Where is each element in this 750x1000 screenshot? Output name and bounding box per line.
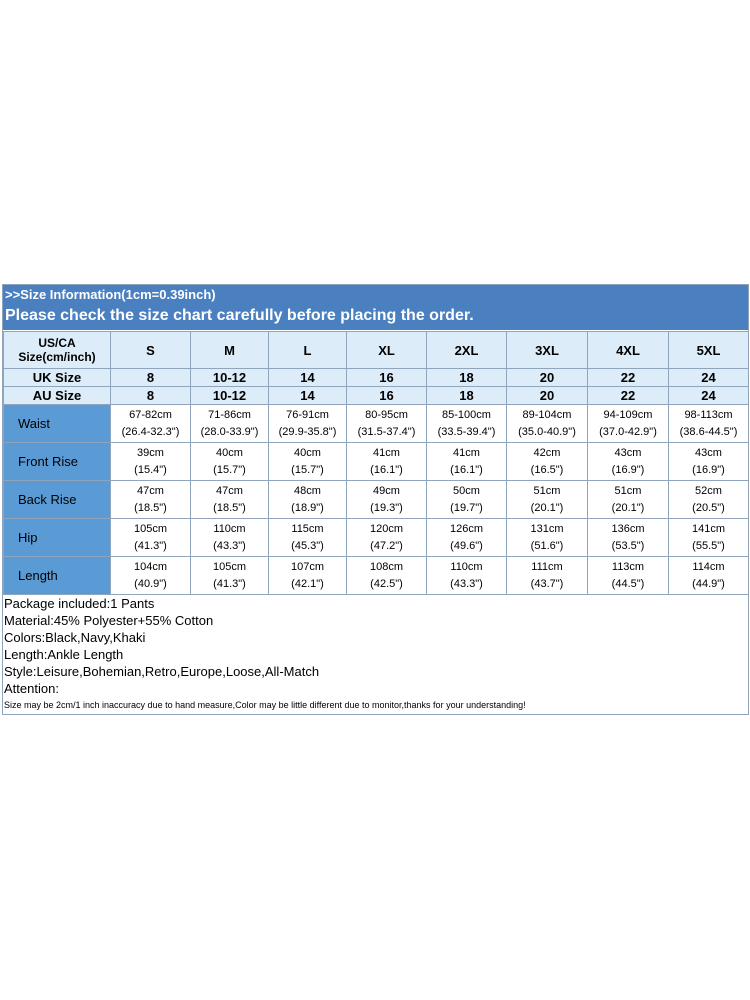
measurement-cell — [427, 443, 507, 481]
measurement-row — [4, 557, 749, 595]
measurement-cm: 42cm — [533, 446, 561, 459]
uk-size-cell: 14 — [269, 369, 347, 387]
measurement-cm: 48cm — [294, 484, 321, 497]
measurement-inch: (42.1") — [291, 577, 324, 590]
uk-size-cell: 16 — [347, 369, 427, 387]
size-header-cell: M — [191, 332, 269, 369]
measurement-row — [4, 405, 749, 443]
measurement-cell — [669, 557, 749, 595]
measurement-cm: 108cm — [369, 560, 404, 573]
measurement-inch: (20.1") — [530, 501, 564, 514]
measurement-cm: 105cm — [212, 560, 247, 573]
measurement-cell — [588, 481, 669, 519]
measurement-cell — [269, 405, 347, 443]
au-size-cell: 16 — [347, 387, 427, 405]
measurement-label: Hip — [4, 519, 111, 557]
size-header-cell: 5XL — [669, 332, 749, 369]
measurement-cell — [269, 481, 347, 519]
size-table — [3, 331, 749, 595]
measurement-cell — [191, 519, 269, 557]
size-header-label-line1: US/CA — [38, 336, 76, 350]
size-header-cell: 4XL — [588, 332, 669, 369]
measurement-cm: 51cm — [533, 484, 561, 497]
note-line: Length:Ankle Length — [4, 647, 124, 662]
uk-size-cell: 24 — [669, 369, 749, 387]
measurement-cell — [669, 519, 749, 557]
measurement-cell — [111, 405, 191, 443]
measurement-cell — [347, 557, 427, 595]
measurement-cm: 47cm — [137, 484, 164, 497]
measurement-inch: (19.3") — [370, 501, 403, 514]
measurement-inch: (16.9") — [611, 463, 645, 476]
measurement-cell — [507, 557, 588, 595]
measurement-inch: (33.5-39.4") — [437, 425, 496, 438]
measurement-cell — [191, 557, 269, 595]
measurement-inch: (49.6") — [450, 539, 483, 552]
measurement-cm: 94-109cm — [603, 408, 653, 421]
size-header-label — [4, 332, 111, 369]
note-line: Attention: — [4, 681, 59, 696]
measurement-inch: (31.5-37.4") — [357, 425, 416, 438]
measurement-cell — [588, 557, 669, 595]
measurement-label: Length — [4, 557, 111, 595]
measurement-inch: (15.7") — [213, 463, 246, 476]
measurement-cell — [507, 443, 588, 481]
measurement-cell — [111, 481, 191, 519]
measurement-inch: (16.1") — [450, 463, 483, 476]
note-line: Style:Leisure,Bohemian,Retro,Europe,Loose,All-Match — [4, 664, 320, 679]
measurement-cm: 89-104cm — [522, 408, 572, 421]
measurement-inch: (41.3") — [213, 577, 246, 590]
measurement-inch: (19.7") — [450, 501, 483, 514]
measurement-inch: (20.5") — [692, 501, 725, 514]
note-line: Size may be 2cm/1 inch inaccuracy due to hand measure,Color may be little different due to monitor,thanks for your understanding! — [4, 700, 526, 710]
measurement-inch: (41.3") — [134, 539, 167, 552]
measurement-inch: (28.0-33.9") — [200, 425, 259, 438]
measurement-cm: 41cm — [453, 446, 480, 459]
measurement-cm: 51cm — [614, 484, 642, 497]
uk-size-cell: 22 — [588, 369, 669, 387]
measurement-cm: 107cm — [290, 560, 325, 573]
au-size-cell: 18 — [427, 387, 507, 405]
au-size-label: AU Size — [4, 387, 111, 405]
measurement-inch: (18.5") — [134, 501, 167, 514]
measurement-inch: (20.1") — [611, 501, 645, 514]
measurement-inch: (53.5") — [611, 539, 645, 552]
measurement-cell — [111, 557, 191, 595]
au-size-cell: 22 — [588, 387, 669, 405]
measurement-cm: 131cm — [530, 522, 564, 535]
measurement-cm: 76-91cm — [286, 408, 329, 421]
measurement-cell — [669, 405, 749, 443]
measurement-inch: (45.3") — [291, 539, 324, 552]
note-line: Colors:Black,Navy,Khaki — [4, 630, 146, 645]
au-size-cell: 14 — [269, 387, 347, 405]
measurement-cell — [588, 519, 669, 557]
measurement-inch: (51.6") — [530, 539, 564, 552]
measurement-inch: (16.1") — [370, 463, 403, 476]
measurement-cm: 50cm — [453, 484, 480, 497]
measurement-inch: (43.3") — [213, 539, 246, 552]
measurement-cm: 47cm — [216, 484, 243, 497]
measurement-cell — [507, 405, 588, 443]
uk-size-cell: 10-12 — [191, 369, 269, 387]
measurement-row — [4, 443, 749, 481]
measurement-label: Front Rise — [4, 443, 111, 481]
measurement-inch: (38.6-44.5") — [679, 425, 738, 438]
measurement-cm: 40cm — [294, 446, 321, 459]
uk-size-cell: 18 — [427, 369, 507, 387]
measurement-cm: 67-82cm — [129, 408, 172, 421]
measurement-cell — [507, 519, 588, 557]
measurement-row — [4, 519, 749, 557]
measurement-cm: 49cm — [373, 484, 400, 497]
au-size-row — [4, 387, 749, 405]
measurement-cell — [347, 481, 427, 519]
measurement-cell — [669, 443, 749, 481]
size-header-cell: XL — [347, 332, 427, 369]
uk-size-cell: 8 — [111, 369, 191, 387]
size-header-cell: S — [111, 332, 191, 369]
measurement-cm: 85-100cm — [442, 408, 491, 421]
measurement-inch: (43.7") — [530, 577, 564, 590]
measurement-cell — [427, 481, 507, 519]
measurement-cell — [669, 481, 749, 519]
measurement-cm: 43cm — [695, 446, 722, 459]
measurement-inch: (16.9") — [692, 463, 725, 476]
size-table-body — [4, 332, 749, 595]
measurement-cell — [588, 405, 669, 443]
measurement-inch: (40.9") — [134, 577, 167, 590]
measurement-cell — [427, 519, 507, 557]
measurement-cell — [191, 481, 269, 519]
size-info-title: >>Size Information(1cm=0.39inch) — [3, 285, 748, 304]
measurement-cell — [269, 519, 347, 557]
measurement-row — [4, 481, 749, 519]
au-size-cell: 8 — [111, 387, 191, 405]
measurement-cm: 104cm — [133, 560, 168, 573]
measurement-cm: 115cm — [291, 522, 324, 535]
measurement-cm: 80-95cm — [365, 408, 408, 421]
measurement-cell — [347, 405, 427, 443]
au-size-cell: 24 — [669, 387, 749, 405]
note-line: Material:45% Polyester+55% Cotton — [4, 613, 214, 628]
au-size-cell: 10-12 — [191, 387, 269, 405]
measurement-cell — [347, 443, 427, 481]
measurement-cell — [427, 557, 507, 595]
size-header-cell: 3XL — [507, 332, 588, 369]
measurement-inch: (42.5") — [370, 577, 403, 590]
measurement-cm: 39cm — [137, 446, 164, 459]
measurement-cm: 113cm — [611, 560, 645, 573]
measurement-inch: (47.2") — [370, 539, 403, 552]
measurement-label: Back Rise — [4, 481, 111, 519]
measurement-inch: (15.7") — [291, 463, 324, 476]
measurement-cm: 41cm — [373, 446, 400, 459]
measurement-cell — [347, 519, 427, 557]
measurement-cell — [111, 443, 191, 481]
measurement-inch: (15.4") — [134, 463, 167, 476]
measurement-cell — [111, 519, 191, 557]
au-size-cell: 20 — [507, 387, 588, 405]
measurement-cell — [507, 481, 588, 519]
size-header-label-line2: Size(cm/inch) — [18, 350, 96, 364]
measurement-cell — [269, 443, 347, 481]
measurement-inch: (44.5") — [611, 577, 645, 590]
measurement-cell — [191, 443, 269, 481]
measurement-inch: (37.0-42.9") — [599, 425, 657, 438]
measurement-cm: 43cm — [614, 446, 642, 459]
measurement-cm: 111cm — [531, 560, 563, 573]
measurement-cm: 40cm — [216, 446, 243, 459]
size-header-cell: L — [269, 332, 347, 369]
measurement-cm: 136cm — [611, 522, 645, 535]
measurement-inch: (18.9") — [291, 501, 324, 514]
uk-size-label: UK Size — [4, 369, 111, 387]
measurement-cm: 71-86cm — [208, 408, 251, 421]
measurement-cell — [191, 405, 269, 443]
measurement-cell — [588, 443, 669, 481]
measurement-cell — [269, 557, 347, 595]
measurement-inch: (29.9-35.8") — [278, 425, 337, 438]
measurement-inch: (26.4-32.3") — [121, 425, 180, 438]
measurement-inch: (44.9") — [692, 577, 725, 590]
size-header-cell: 2XL — [427, 332, 507, 369]
measurement-inch: (55.5") — [692, 539, 725, 552]
measurement-cm: 110cm — [213, 522, 246, 535]
uk-size-row — [4, 369, 749, 387]
measurement-cm: 52cm — [695, 484, 722, 497]
size-header-row — [4, 332, 749, 369]
measurement-cm: 126cm — [449, 522, 484, 535]
measurement-cm: 120cm — [369, 522, 404, 535]
note-line: Package included:1 Pants — [4, 596, 155, 611]
measurement-inch: (43.3") — [450, 577, 483, 590]
measurement-cm: 141cm — [691, 522, 726, 535]
measurement-cm: 98-113cm — [684, 408, 733, 421]
measurement-cm: 110cm — [450, 560, 483, 573]
measurement-label: Waist — [4, 405, 111, 443]
measurement-cm: 105cm — [133, 522, 168, 535]
product-notes — [3, 595, 748, 714]
uk-size-cell: 20 — [507, 369, 588, 387]
measurement-inch: (16.5") — [530, 463, 564, 476]
measurement-inch: (18.5") — [213, 501, 246, 514]
measurement-inch: (35.0-40.9") — [518, 425, 576, 438]
measurement-cm: 114cm — [692, 560, 725, 573]
measurement-cell — [427, 405, 507, 443]
size-chart — [2, 284, 749, 715]
size-chart-instruction: Please check the size chart carefully before placing the order. — [3, 304, 748, 331]
